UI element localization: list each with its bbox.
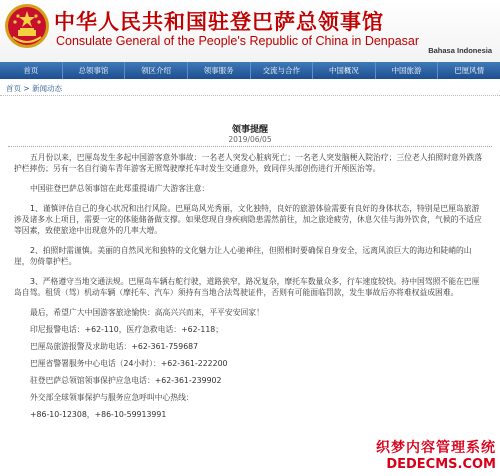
phone-consulate-emergency: 驻登巴萨总领馆领事保护应急电话：+62-361-239902 [30,376,222,385]
article-body [14,152,486,420]
watermark-logo [376,437,496,472]
paragraph-point-2: 2、拍照时需谨慎。美丽的自然风光和独特的文化魅力让人心驰神往，但照相时要确保自身安全，远离风浪巨大的海边和陡峭的山崖，勿倚靠护栏。 [14,246,472,266]
article-title: 领事提醒 [231,125,268,135]
paragraph-intro: 五月份以来，巴厘岛发生多起中国游客意外事故：一名老人突发心脏病死亡；一名老人突发脑梗入院治疗；三位老人拍照时意外跌落护栏摔伤；另有一名自行骑车青年游客无照驾驶摩托车时发生交通意外，致同伴头部创伤进行开颅医治等。 [14,153,483,173]
phone-mfa-hotline-label: 外交部全球领事保护与服务应急呼叫中心热线： [30,393,194,402]
nav-item-consular-services[interactable]: 领事服务 [188,62,251,79]
breadcrumb [0,82,500,96]
article-date: 2019/06/05 [228,135,272,144]
national-emblem-icon[interactable] [4,3,50,49]
paragraph-point-3: 3、严格遵守当地交通法规。巴厘岛车辆右舵行驶，道路狭窄，路况复杂，摩托车数量众多，行车速度较快。持中国驾照不能在巴厘岛自驾。租赁（驾）机动车辆（摩托车、汽车）须持有当地合法驾驶证件，否则有可能面临罚款，发生事故后亦将难权益成困难。 [14,277,480,297]
paragraph-point-1: 1、谨慎评估自己的身心状况和出行风险。巴厘岛风光秀丽，文化独特，良好的旅游体验需要有良好的身体状态，特别是巴厘岛旅游涉及诸多水上项目，需要一定的体能储备做支撑。如果您现自身疾病隐患需然前往，加之旅途疲劳，休息欠佳与海外饮食，气候的不适应等因素，致使旅途中出现意外的几率大增。 [14,204,482,235]
nav-item-exchange[interactable]: 交流与合作 [251,62,314,79]
site-title-en: Consulate General of the People's Republic of China in Denpasar [56,34,420,48]
breadcrumb-current[interactable]: 新闻动态 [32,84,63,93]
nav-item-consulate[interactable]: 总领事馆 [63,62,126,79]
nav-item-china-travel[interactable]: 中国旅游 [376,62,439,79]
breadcrumb-home[interactable]: 首页 [6,84,21,93]
paragraph-notice: 中国驻登巴萨总领事馆在此郑重提请广大游客注意： [30,184,210,193]
phone-bali-police-center: 巴厘省警署服务中心电话（24小时）：+62-361-222200 [30,359,228,368]
nav-item-home[interactable]: 首页 [0,62,63,79]
paragraph-closing: 最后，希望广大中国游客旅途愉快：高高兴兴而来，平平安安回家！ [30,308,264,317]
main-nav [0,62,500,79]
site-header [0,0,500,62]
title-divider [8,146,492,147]
nav-item-china-overview[interactable]: 中国概况 [313,62,376,79]
watermark-line2: DEDECMS.COM [386,457,496,472]
nav-item-consular-district[interactable]: 领区介绍 [125,62,188,79]
phone-mfa-hotline-numbers: +86-10-12308，+86-10-59913991 [30,410,167,419]
breadcrumb-separator: > [21,84,33,93]
nav-item-bali-culture[interactable]: 巴厘风情 [454,66,485,75]
phone-police: 印尼报警电话：+62-110，医疗急救电话：+62-118； [30,325,224,334]
site-title-cn: 中华人民共和国驻登巴萨总领事馆 [54,10,384,34]
language-link[interactable]: Bahasa Indonesia [428,46,492,55]
watermark-line1: 织梦内容管理系统 [376,440,496,456]
phone-bali-tourism: 巴厘岛旅游报警及求助电话：+62-361-759687 [30,342,199,351]
